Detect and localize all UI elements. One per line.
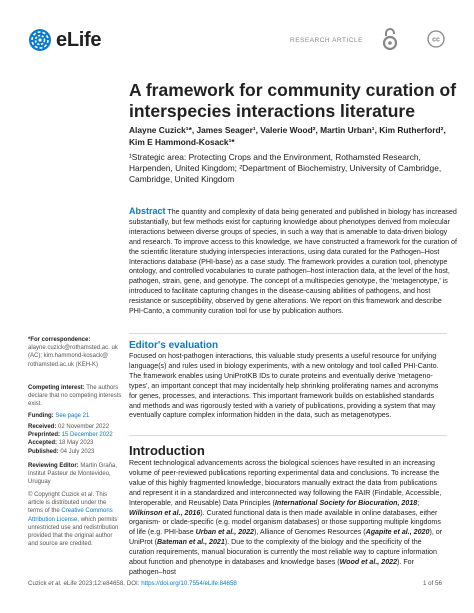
intro-text-part: ), or UniProt ( [129,528,443,547]
funding-link[interactable]: See page 21 [55,413,90,419]
reviewing-text: Martin Graña, Institut Pasteur de Montevideo, Uruguay [28,463,118,486]
intro-text-part: ; [417,498,420,507]
citation-link[interactable]: Agapite et al., 2020 [365,528,430,537]
affiliations: ¹Strategic area: Protecting Crops and the Environment, Rothamsted Research, Harpenden, United Kingdom; ²Department of Biochemistry, University of Cambridge, Cambridge, United Kingdom [129,152,442,184]
citation-footer [28,580,237,587]
preprinted-date[interactable]: 15 December 2022 [61,432,113,439]
citation-link[interactable]: International Society for Biocuration, 2018 [274,498,418,507]
citation-link[interactable]: Bateman et al., 2021 [157,538,225,547]
divider [129,435,447,436]
copyright-block [28,491,123,548]
open-access-icon[interactable] [382,27,398,51]
author-list: Alayne Cuzick¹*, James Seager¹, Valerie Wood², Martin Urban¹, Kim Rutherford², Kim E Hammond-Kosack¹* [129,125,446,147]
section-label: RESEARCH ARTICLE [290,37,363,44]
dates-block [28,423,123,456]
abstract-text: The quantity and complexity of data being generated and published in biology has increased substantially, but few methods exist for capturing knowledge about phenotypes derived from molecular interactions between diverse groups of species, in such a way that is amenable to data-driven biology and research. To improve access to this knowledge, we have constructed a framework for the curation of the scientific literature studying interspecies interactions, using data curated for the Pathogen–Host Interactions database (PHI-base) as a case study. The framework provides a curation tool, phenotype ontology, and controlled vocabularies to curate pathogen–host interaction data, at the level of the host, pathogen, strain, gene, and genotype. The concept of a multispecies genotype, the 'metagenotype,' is introduced to facilitate capturing changes in the disease-causing abilities of pathogens, and host resistance or susceptibility, observed by gene alterations. We report on this framework and describe PHI-Canto, a community curation tool for use by publication authors. [129,208,457,316]
divider [129,333,447,334]
citation-etal: et al. [48,580,62,587]
evaluation-text: Focused on host-pathogen interactions, this valuable study presents a useful resource for unifying language(s) and rules used in biology experiments, with a new ontology and tool called PHI-Canto. The framework enables using UniProtKB IDs to curate proteins and eventually derive 'metageno-types', an important concept that may incidentally help shrinking proliferating names and acronyms for genes, processes, and interactions. This important framework builds on established standards and methods and was rigorously tested with a variety of publications, providing a system that may eventually capture complex information hidden in the data, such as metagenotypes. [129,352,439,420]
intro-text-part: ). For pathogen–host [129,558,414,576]
elife-logo[interactable] [28,28,101,52]
license-link[interactable]: Creative Commons Attribution License, [28,508,113,523]
citation-link[interactable]: Wilkinson et al., 2016 [129,508,201,517]
funding-label: Funding: [28,413,54,419]
intro-text-part: ). Curated functional data is then made available in online databases, either organism- or clade-specific (e.g. model organism databases) or those supporting multiple kingdoms of life (e.g. PHI-base [129,508,441,537]
introduction-text [129,459,447,578]
competing-interest-block [28,384,123,409]
correspondence-emails[interactable]: alayne.cuzick@rothamsted.ac. uk (AC); kim.hammond-kosack@ rothamsted.ac.uk (KEH-K) [28,345,118,368]
citation-link[interactable]: Urban et al., 2022 [195,528,254,537]
reviewing-label: Reviewing Editor: [28,463,79,469]
correspondence-label: *For correspondence: [28,337,91,343]
funding-block [28,412,123,420]
intro-text-part: ). Due to the complexity of the biology and the specificity of the curation requirements, manual biocuration is currently the most reliable way to capture information about function and phenotype in databases and knowledge bases ( [129,538,437,567]
intro-text-part: Recent technological advancements across the biological sciences have resulted in an increasing volume of peer-reviewed publications reporting experimental data and conclusions. To increase the value of this highly fragmented knowledge, biocurators manually extract the data from publications and represent it in a standardized and interconnected way following the FAIR (Findable, Accessible, Interoperable, and Reusable) Data Principles ( [129,459,442,507]
abstract-label: Abstract [129,206,166,216]
reviewing-editor-block [28,462,123,487]
introduction-heading: Introduction [129,443,205,458]
copyright-text: which permits unrestricted use and redistribution provided that the original author and source are credited. [28,516,119,548]
published-label: Published: [28,448,59,455]
received-label: Received: [28,424,57,430]
citation-text: Cuzick [28,580,49,587]
logo-text: eLife [56,28,102,51]
page-number: 1 of 56 [423,580,442,587]
doi-link[interactable]: https://doi.org/10.7554/eLife.84658 [141,580,237,587]
correspondence-block [28,336,123,369]
copyright-text: © Copyright Cuzick et al. This article is distributed under the terms of the [28,492,108,515]
citation-text: eLife 2023;12:e84658. DOI: [61,580,142,587]
competing-label: Competing interest: [28,385,85,391]
abstract [129,207,457,317]
elife-logo-icon [28,28,52,52]
citation-link[interactable]: Wood et al., 2022 [339,558,398,567]
accepted-label: Accepted: [28,440,58,447]
published-date: 04 July 2023 [60,448,95,455]
accepted-date: 18 May 2023 [58,440,94,447]
creative-commons-icon[interactable] [427,30,445,48]
preprinted-label: Preprinted: [28,432,61,439]
intro-text-part: ), Alliance of Genomes Resources ( [254,528,366,537]
received-date: 02 November 2022 [58,424,110,430]
competing-text: The authors declare that no competing interests exist. [28,385,122,408]
article-title: A framework for community curation of interspecies interactions literature [129,80,457,121]
svg-text:cc: cc [432,36,440,44]
evaluation-heading: Editor's evaluation [129,340,219,351]
